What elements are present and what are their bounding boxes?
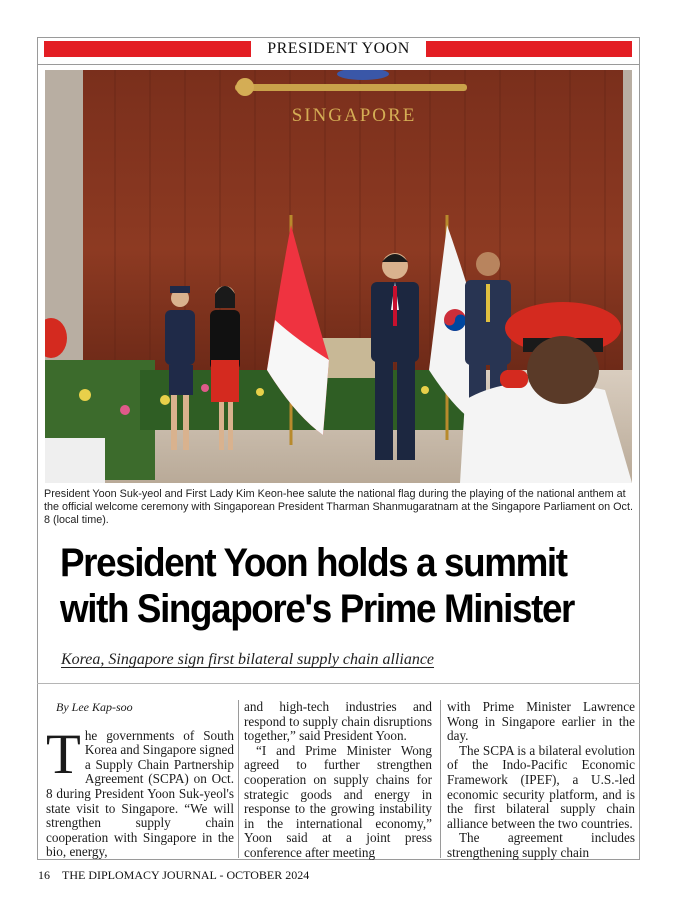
section-title: PRESIDENT YOON	[267, 40, 410, 57]
article-paragraph: and high-tech industries and respond to supply chain disruptions together,” said President Yoon.	[244, 699, 432, 744]
page-number: 16	[38, 868, 50, 882]
article-paragraph: The SCPA is a bilateral evolution of the Indo-Pacific Economic Framework (IPEF), a U.S.-led economic security platform, and is the first bilateral supply chain alliance between the two countries.	[447, 742, 635, 831]
column-divider	[440, 700, 441, 858]
paragraph-text: he governments of South Korea and Singapore signed a Supply Chain Partnership Agreement (SCPA) on Oct. 8 during President Yoon Suk-yeol's state visit to Singapore. “We will strengthen supply chain cooperation with Singapore in the bio, energy,	[46, 727, 234, 860]
byline: By Lee Kap-soo	[56, 700, 133, 714]
article-column-3	[447, 700, 635, 861]
page-footer	[38, 868, 309, 883]
article-subhead: Korea, Singapore sign first bilateral supply chain alliance	[61, 651, 435, 668]
header-rule	[37, 64, 640, 65]
header-red-bar-right	[426, 41, 632, 57]
publication-name: THE DIPLOMACY JOURNAL - OCTOBER 2024	[62, 868, 310, 882]
article-paragraph: with Prime Minister Lawrence Wong in Singapore earlier in the day.	[447, 699, 635, 744]
photo-caption: President Yoon Suk-yeol and First Lady Kim Keon-hee salute the national flag during the playing of the national anthem at the official welcome ceremony with Singaporean President Tharman Shanmugaratnam at the Singapore Parliament on Oct. 8 (local time).	[44, 488, 633, 526]
article-paragraph: The agreement includes strengthening supply chain	[447, 830, 635, 860]
subhead-rule	[37, 683, 640, 684]
article-column-2	[244, 700, 432, 861]
article-column-1	[46, 700, 234, 860]
article-paragraph	[46, 722, 234, 860]
article-headline: President Yoon holds a summit with Singapore's Prime Minister	[60, 541, 575, 631]
column-divider	[238, 700, 239, 858]
article-paragraph: “I and Prime Minister Wong agreed to further strengthen cooperation on supply chains for strategic goods and energy in response to the growing instability in the international economy,” Yoon said at a joint press conference after meeting	[244, 742, 432, 860]
drop-cap: T	[46, 722, 81, 786]
lead-photo	[45, 70, 632, 483]
wall-sign-text: SINGAPORE	[291, 105, 417, 126]
header-red-bar-left	[44, 41, 251, 57]
